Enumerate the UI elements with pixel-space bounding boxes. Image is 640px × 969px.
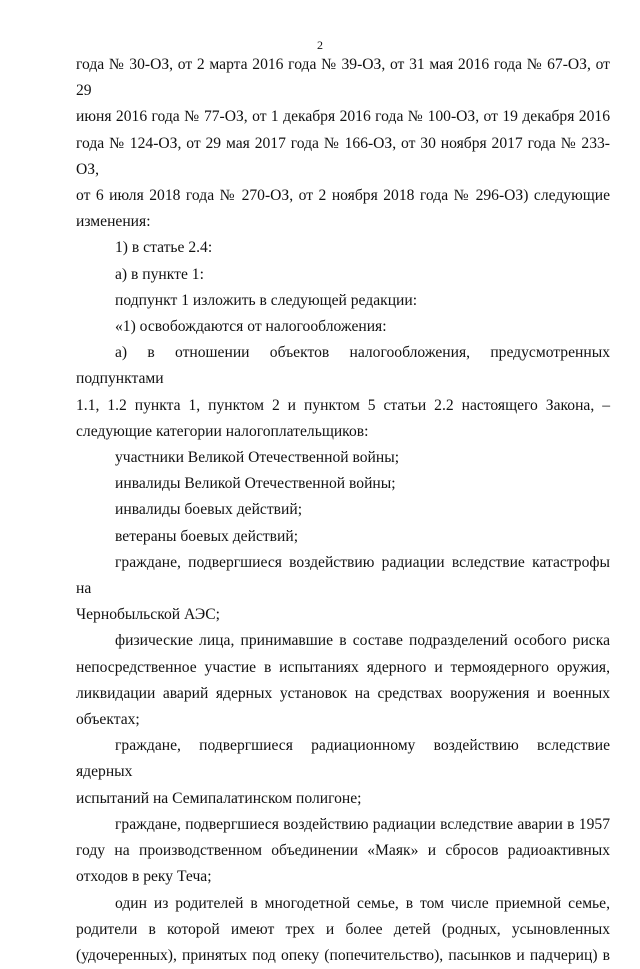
text-line: физические лица, принимавшие в составе подразделений особого риска bbox=[76, 628, 610, 654]
paragraph-point-1: а) в пункте 1: bbox=[76, 262, 610, 288]
text-line: Чернобыльской АЭС; bbox=[76, 602, 610, 628]
intro-paragraph bbox=[76, 52, 610, 235]
paragraph-exempt-heading: «1) освобождаются от налогообложения: bbox=[76, 314, 610, 340]
text-line: непосредственное участие в испытаниях ядерного и термоядерного оружия, bbox=[76, 655, 610, 681]
text-line: а) в отношении объектов налогообложения, предусмотренных подпунктами bbox=[76, 340, 610, 392]
list-item-large-family bbox=[76, 891, 610, 969]
list-item-combat-veterans: ветераны боевых действий; bbox=[76, 524, 610, 550]
list-item-wwii-invalids: инвалиды Великой Отечественной войны; bbox=[76, 471, 610, 497]
list-item-mayak bbox=[76, 812, 610, 891]
text-line: следующие категории налогоплательщиков: bbox=[76, 419, 610, 445]
text-line: граждане, подвергшиеся воздействию радиации вследствие аварии в 1957 bbox=[76, 812, 610, 838]
paragraph-subpoint-1: подпункт 1 изложить в следующей редакции: bbox=[76, 288, 610, 314]
list-item-chernobyl bbox=[76, 550, 610, 629]
paragraph-article-2-4: 1) в статье 2.4: bbox=[76, 235, 610, 261]
text-line: году на производственном объединении «Маяк» и сбросов радиоактивных bbox=[76, 838, 610, 864]
list-item-special-risk-units bbox=[76, 628, 610, 733]
text-line: ликвидации аварий ядерных установок на средствах вооружения и военных bbox=[76, 681, 610, 707]
text-line: июня 2016 года № 77-ОЗ, от 1 декабря 2016 года № 100-ОЗ, от 19 декабря 2016 bbox=[76, 104, 610, 130]
text-line: родители в которой имеют трех и более детей (родных, усыновленных bbox=[76, 917, 610, 943]
list-item-wwii-participants: участники Великой Отечественной войны; bbox=[76, 445, 610, 471]
text-line: граждане, подвергшиеся радиационному воздействию вследствие ядерных bbox=[76, 733, 610, 785]
paragraph-taxpayer-categories bbox=[76, 340, 610, 445]
text-line: (удочеренных), принятых под опеку (попечительство), пасынков и падчериц) в bbox=[76, 943, 610, 969]
text-line: граждане, подвергшиеся воздействию радиации вследствие катастрофы на bbox=[76, 550, 610, 602]
list-item-combat-invalids: инвалиды боевых действий; bbox=[76, 497, 610, 523]
text-line: изменения: bbox=[76, 209, 610, 235]
text-line: года № 124-ОЗ, от 29 мая 2017 года № 166-ОЗ, от 30 ноября 2017 года № 233-ОЗ, bbox=[76, 131, 610, 183]
text-line: испытаний на Семипалатинском полигоне; bbox=[76, 786, 610, 812]
list-item-semipalatinsk bbox=[76, 733, 610, 812]
text-line: 1.1, 1.2 пункта 1, пунктом 2 и пунктом 5 статьи 2.2 настоящего Закона, – bbox=[76, 393, 610, 419]
document-body bbox=[76, 52, 610, 969]
page-number: 2 bbox=[0, 38, 640, 53]
text-line: отходов в реку Теча; bbox=[76, 864, 610, 890]
text-line: года № 30-ОЗ, от 2 марта 2016 года № 39-ОЗ, от 31 мая 2016 года № 67-ОЗ, от 29 bbox=[76, 52, 610, 104]
text-line: один из родителей в многодетной семье, в том числе приемной семье, bbox=[76, 891, 610, 917]
text-line: от 6 июля 2018 года № 270-ОЗ, от 2 ноября 2018 года № 296-ОЗ) следующие bbox=[76, 183, 610, 209]
text-line: объектах; bbox=[76, 707, 610, 733]
